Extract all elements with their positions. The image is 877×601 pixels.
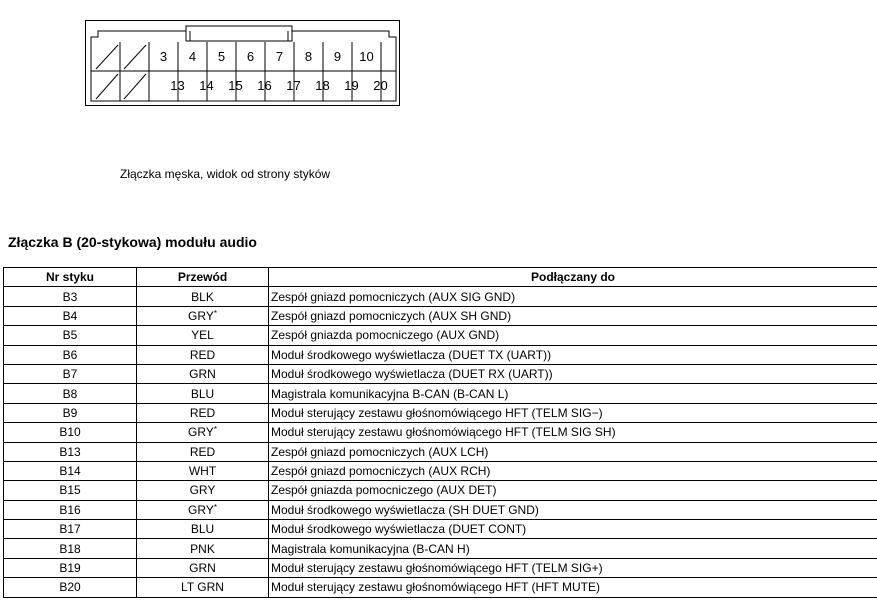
connector-caption: Złączka męska, widok od strony styków [120,167,331,181]
connector-pin: 15 [228,78,243,93]
wire-cell [137,442,269,461]
header-pin: Nr styku [4,268,137,287]
pin-cell: B20 [4,578,137,597]
connector-pin: 17 [286,78,301,93]
destination-cell: Magistrala komunikacyjna (B-CAN H) [269,539,877,558]
connector-pin: 10 [359,49,374,64]
table-row [4,500,877,519]
wire-note-marker: * [213,308,217,318]
pin-cell: B3 [4,287,137,306]
pin-cell: B13 [4,442,137,461]
wire-cell [137,287,269,306]
table-row [4,364,877,383]
wire-cell [137,306,269,325]
connector-pin: 4 [188,49,197,64]
pin-cell: B9 [4,403,137,422]
connector-pin: 13 [170,78,185,93]
table-row [4,558,877,577]
table-row [4,287,877,306]
wire-cell [137,364,269,383]
connector-pin: 3 [159,49,168,64]
pin-cell: B15 [4,481,137,500]
header-destination: Podłączany do [269,268,877,287]
pin-cell: B8 [4,384,137,403]
connector-pin: 14 [199,78,214,93]
wire-cell [137,558,269,577]
wire-cell [137,481,269,500]
connector-pin: 19 [344,78,359,93]
wire-color: GRY [189,483,216,498]
table-title: Złączka B (20-stykowa) modułu audio [8,234,257,250]
connector-diagram [85,20,400,106]
connector-pin: 9 [333,49,342,64]
wire-color: BLU [190,386,215,401]
destination-cell: Zespół gniazda pomocniczego (AUX GND) [269,326,877,345]
wire-color: RED [189,405,216,420]
table-row [4,403,877,422]
wire-cell [137,345,269,364]
table-row [4,345,877,364]
wire-note-marker: * [213,502,217,512]
destination-cell: Zespół gniazd pomocniczych (AUX SH GND) [269,306,877,325]
connector-pin: 6 [246,49,255,64]
connector-pin: 8 [304,49,313,64]
wire-color: GRY [188,425,214,440]
table-row [4,578,877,597]
connector-pin: 5 [217,49,226,64]
pin-cell: B18 [4,539,137,558]
pin-cell: B16 [4,500,137,519]
wire-cell [137,423,269,442]
pin-cell: B6 [4,345,137,364]
wire-cell [137,578,269,597]
table-row [4,442,877,461]
destination-cell: Moduł środkowego wyświetlacza (DUET CONT) [269,520,877,539]
table-row [4,384,877,403]
wire-cell [137,403,269,422]
wire-color: WHT [188,464,217,479]
wire-cell [137,500,269,519]
wire-color: GRY [188,502,214,517]
destination-cell: Zespół gniazda pomocniczego (AUX DET) [269,481,877,500]
destination-cell: Zespół gniazd pomocniczych (AUX SIG GND) [269,287,877,306]
table-row [4,326,877,345]
pin-cell: B7 [4,364,137,383]
wire-color: BLU [190,522,215,537]
table-header-row [4,268,877,287]
pin-table [3,267,877,598]
pin-cell: B10 [4,423,137,442]
pin-cell: B17 [4,520,137,539]
table-row [4,539,877,558]
header-wire: Przewód [137,268,269,287]
destination-cell: Moduł sterujący zestawu głośnomówiącego HFT (HFT MUTE) [269,578,877,597]
pin-cell: B4 [4,306,137,325]
wire-color: PNK [190,541,215,556]
wire-cell [137,384,269,403]
table-row [4,423,877,442]
destination-cell: Moduł sterujący zestawu głośnomówiącego HFT (TELM SIG SH) [269,423,877,442]
wire-cell [137,461,269,480]
destination-cell: Moduł środkowego wyświetlacza (SH DUET GND) [269,500,877,519]
wire-color: RED [189,347,216,362]
wire-color: GRY [188,308,214,323]
table-row [4,520,877,539]
table-row [4,461,877,480]
wire-color: BLK [191,289,214,304]
destination-cell: Zespół gniazd pomocniczych (AUX LCH) [269,442,877,461]
connector-pin: 16 [257,78,272,93]
wire-color: RED [189,444,216,459]
table-row [4,306,877,325]
wire-color: GRN [189,367,216,382]
destination-cell: Moduł środkowego wyświetlacza (DUET TX (UART)) [269,345,877,364]
wire-cell [137,539,269,558]
destination-cell: Moduł środkowego wyświetlacza (DUET RX (UART)) [269,364,877,383]
wire-note-marker: * [213,425,217,435]
wire-color: GRN [189,561,216,576]
pin-cell: B19 [4,558,137,577]
connector-pin: 20 [373,78,388,93]
destination-cell: Moduł sterujący zestawu głośnomówiącego HFT (TELM SIG−) [269,403,877,422]
wire-cell [137,326,269,345]
destination-cell: Moduł sterujący zestawu głośnomówiącego HFT (TELM SIG+) [269,558,877,577]
destination-cell: Zespół gniazd pomocniczych (AUX RCH) [269,461,877,480]
table-row [4,481,877,500]
pin-cell: B5 [4,326,137,345]
wire-cell [137,520,269,539]
pin-cell: B14 [4,461,137,480]
connector-pin: 18 [315,78,330,93]
connector-pin: 7 [275,49,284,64]
destination-cell: Magistrala komunikacyjna B-CAN (B-CAN L) [269,384,877,403]
wire-color: YEL [191,328,214,343]
wire-color: LT GRN [181,580,224,595]
